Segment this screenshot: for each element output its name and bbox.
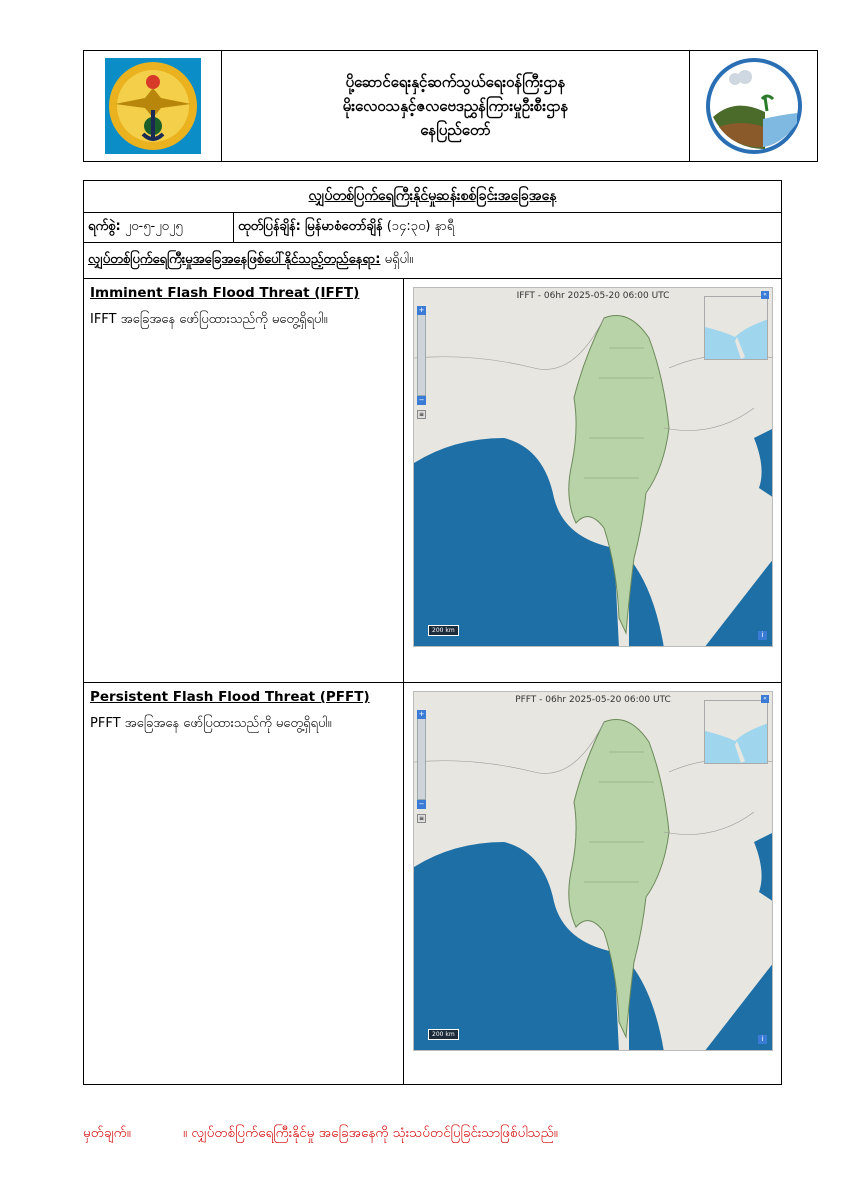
ifft-map (413, 287, 773, 647)
city-name: နေပြည်တော် (420, 121, 491, 139)
date-value: ၂၀-၅-၂၀၂၅ (124, 219, 183, 234)
issue-label: ထုတ်ပြန်ချိန်: (238, 219, 301, 234)
ifft-text-cell (84, 279, 404, 682)
report-meta-row (84, 213, 781, 243)
report-date-cell (84, 213, 234, 242)
pfft-heading: Persistent Flash Flood Threat (PFFT) (90, 689, 370, 705)
pfft-layer-toggle[interactable]: ≡ (418, 815, 425, 822)
footnote (83, 1124, 558, 1144)
pfft-info-icon[interactable]: i (758, 1035, 767, 1044)
pfft-map (413, 691, 773, 1051)
pfft-zoom-out-button[interactable]: − (418, 800, 425, 808)
ifft-zoom-out-button[interactable]: − (418, 396, 425, 404)
ifft-info-icon[interactable]: i (758, 631, 767, 640)
ifft-zoom-slider[interactable] (417, 306, 426, 396)
pfft-overview-map[interactable] (704, 700, 768, 764)
ifft-overview-graphic (705, 297, 768, 360)
issue-time-value: (၁၄:၃၀) နာရီ (386, 219, 455, 234)
pfft-scale-bar: 200 km (428, 1029, 459, 1040)
ifft-body: IFFT အခြေအနေ ဖော်ပြထားသည်ကို မတွေ့ရှိရပါ။ (90, 312, 328, 327)
ifft-map-caption: IFFT - 06hr 2025-05-20 06:00 UTC (516, 291, 670, 301)
footnote-label: မှတ်ချက်။ (83, 1125, 131, 1141)
ifft-overview-map[interactable] (704, 296, 768, 360)
ifft-section (84, 279, 781, 683)
ministry-emblem (84, 51, 222, 161)
pfft-map-caption: PFFT - 06hr 2025-05-20 06:00 UTC (515, 695, 671, 705)
pfft-body: PFFT အခြေအနေ ဖော်ပြထားသည်ကို မတွေ့ရှိရပါ။ (90, 716, 332, 731)
affected-areas-label: လျှပ်တစ်ပြက်ရေကြီးမှုအခြေအနေဖြစ်ပေါ်နိုင်သည့်တည်နေရာ: (88, 252, 381, 267)
department-name: မိုးလေဝသနှင့်ဇလဗေဒညွှန်ကြားမှုဦးစီးဌာန (342, 97, 569, 115)
ifft-overview-collapse-icon[interactable]: « (761, 291, 769, 299)
report-title: လျှပ်တစ်ပြက်ရေကြီးနိုင်မှုဆန်းစစ်ခြင်းအခြေအနေ (84, 181, 781, 213)
header-title (222, 51, 689, 161)
ifft-zoom-in-button[interactable]: + (418, 306, 425, 314)
ifft-scale-bar: 200 km (428, 625, 459, 636)
affected-areas-row (84, 243, 781, 279)
affected-areas-value: မရှိပါ။ (384, 252, 414, 267)
pfft-overview-graphic (705, 701, 768, 764)
ministry-name: ပို့ဆောင်ရေးနှင့်ဆက်သွယ်ရေးဝန်ကြီးဌာန (345, 73, 566, 91)
ifft-heading: Imminent Flash Flood Threat (IFFT) (90, 285, 360, 301)
document-header (83, 50, 818, 162)
date-label: ရက်စွဲ: (88, 219, 121, 234)
ifft-map-cell (404, 279, 781, 682)
pfft-zoom-in-button[interactable]: + (418, 710, 425, 718)
pfft-map-cell (404, 683, 781, 1084)
issue-time-cell (234, 213, 781, 242)
ifft-layer-toggle[interactable]: ≡ (418, 411, 425, 418)
pfft-section (84, 683, 781, 1084)
issue-time-label: မြန်မာစံတော်ချိန် (305, 219, 383, 234)
footnote-text: ။ လျှပ်တစ်ပြက်ရေကြီးနိုင်မှု အခြေအနေကို သုံးသပ်တင်ပြခြင်းသာဖြစ်ပါသည်။ (183, 1125, 558, 1141)
department-logo (689, 51, 817, 161)
pfft-zoom-slider[interactable] (417, 710, 426, 800)
pfft-overview-collapse-icon[interactable]: « (761, 695, 769, 703)
report-table (83, 180, 782, 1085)
pfft-text-cell (84, 683, 404, 1084)
